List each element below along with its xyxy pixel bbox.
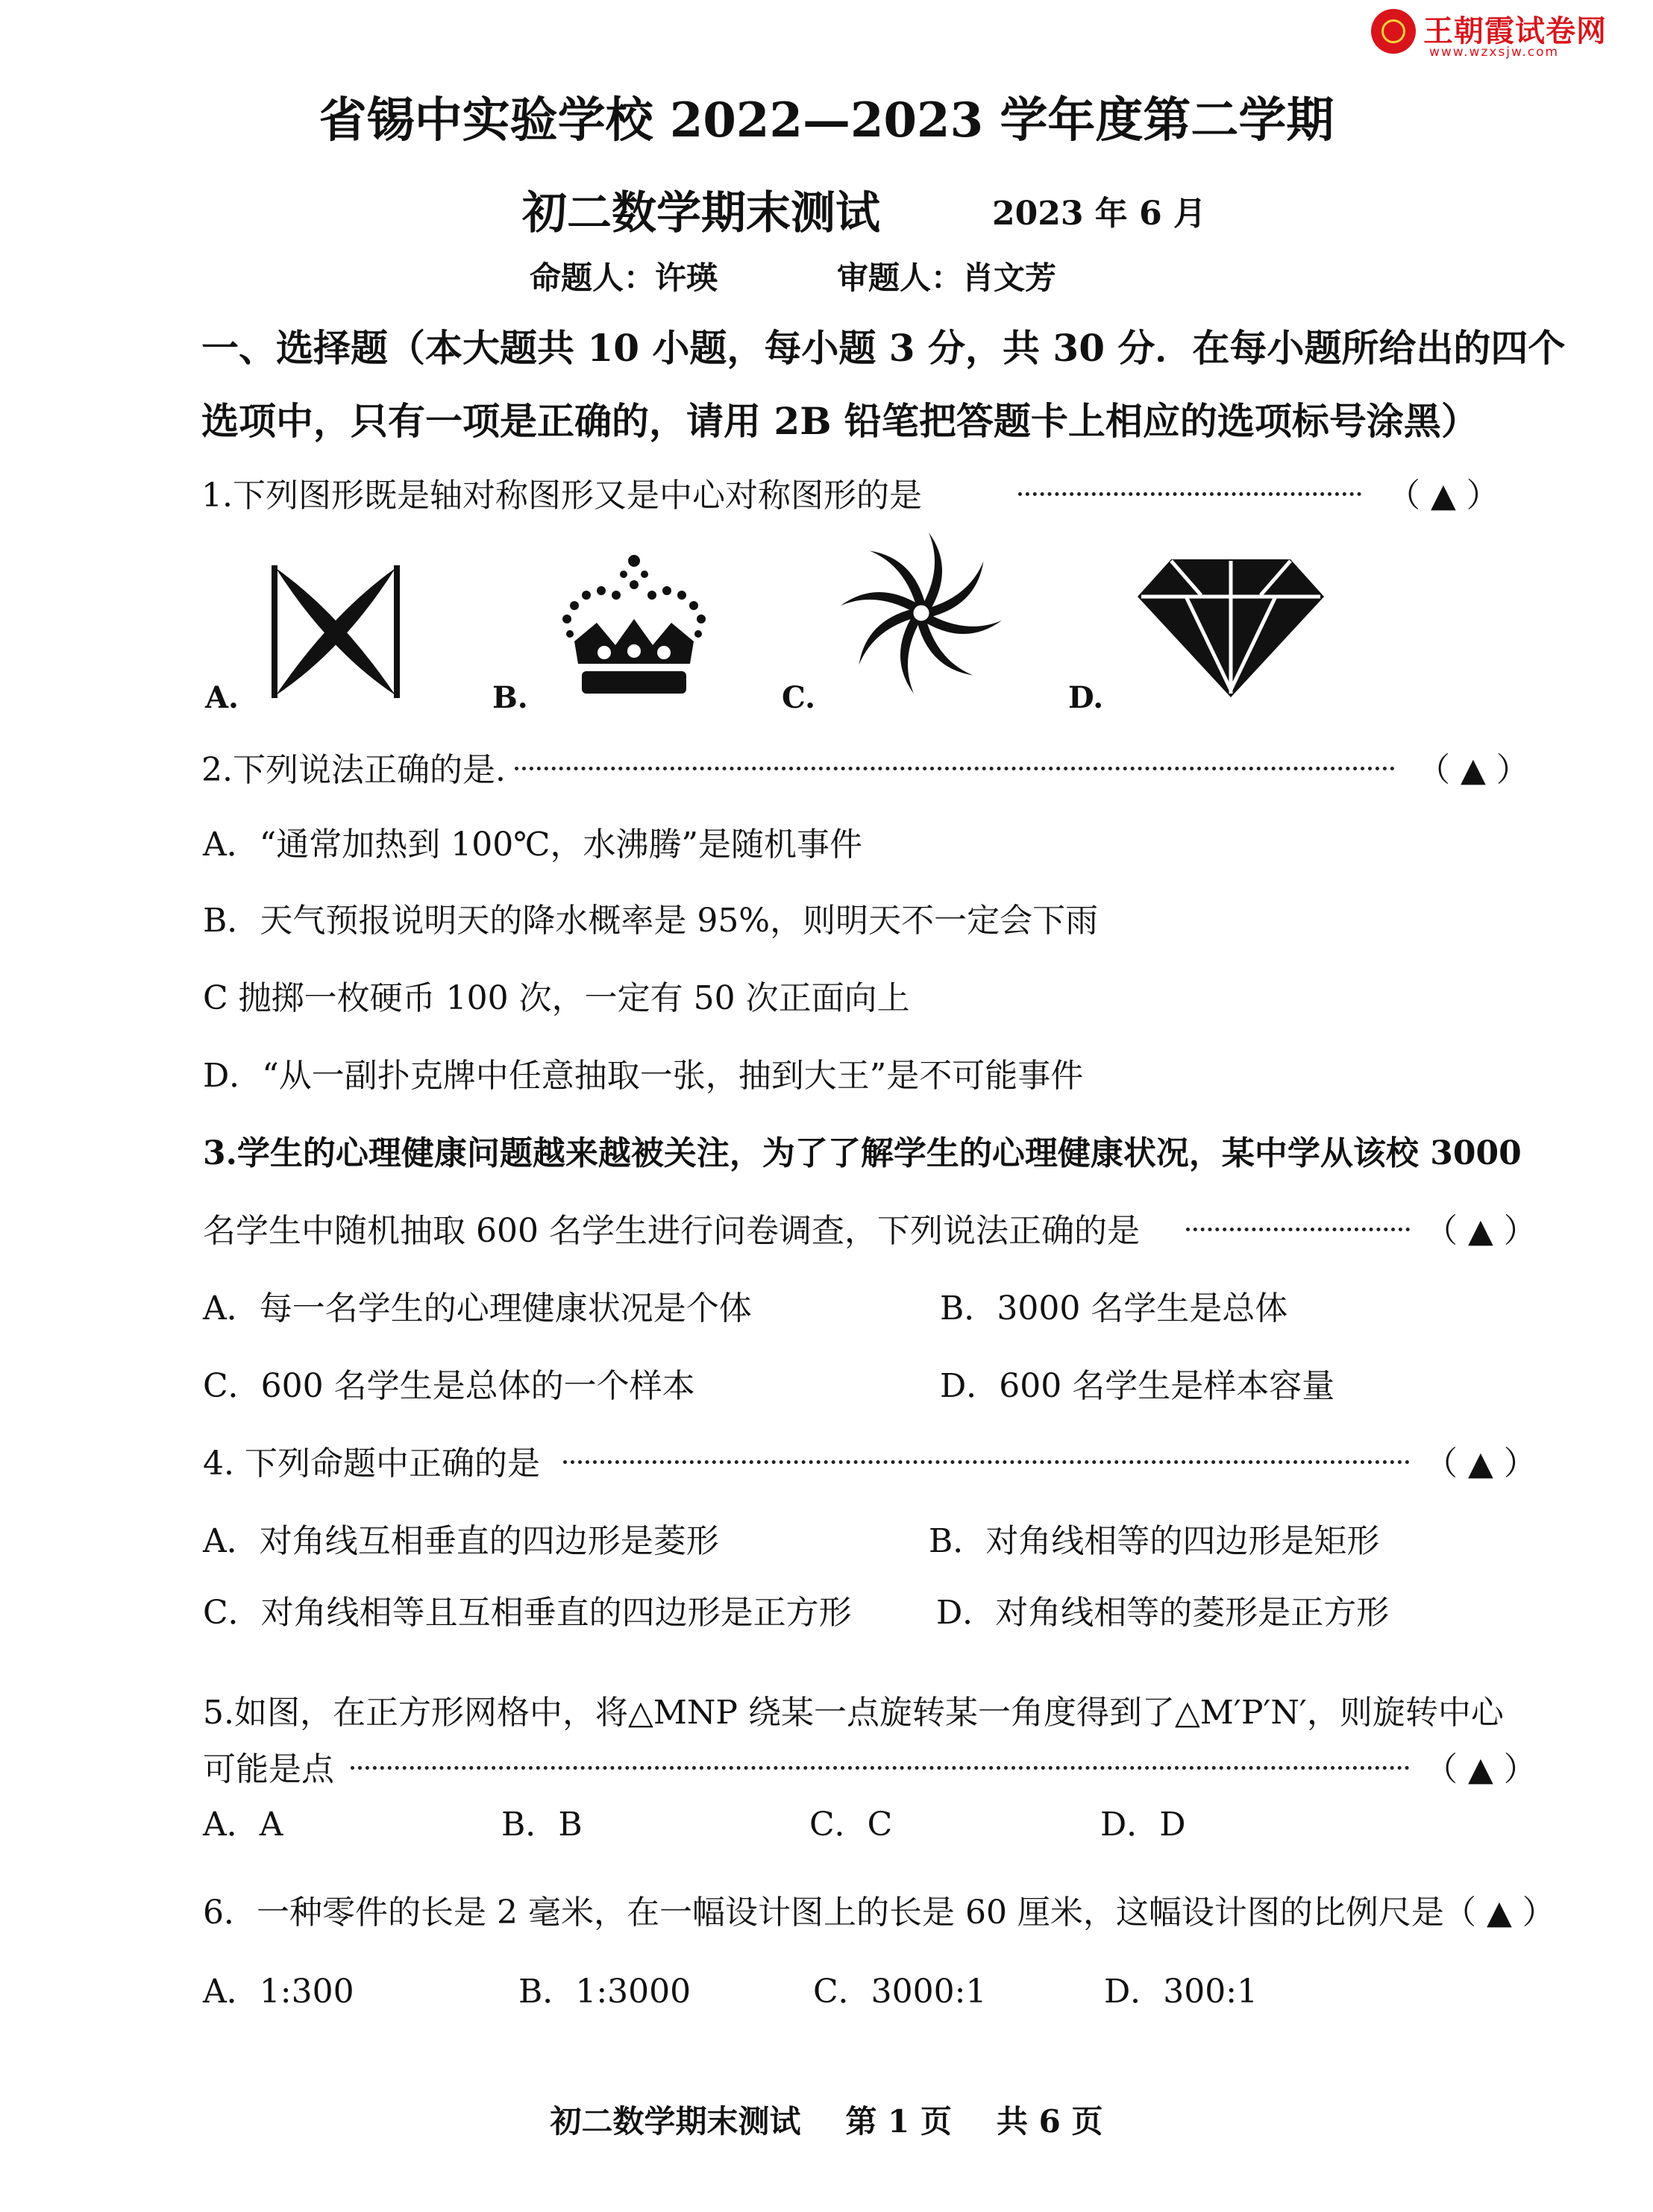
q1-option-c: C. bbox=[782, 680, 816, 715]
author: 命题人：许瑛 bbox=[530, 260, 718, 296]
footer-page-number: 第 1 页 bbox=[845, 2103, 952, 2140]
q1-figure-b-crown bbox=[552, 552, 716, 701]
reviewer: 审题人：肖文芳 bbox=[837, 260, 1057, 296]
footer-total-pages: 共 6 页 bbox=[997, 2103, 1103, 2140]
q3-stem-line1: 3.学生的心理健康问题越来越被关注，为了了解学生的心理健康状况，某中学从该校 3000 bbox=[203, 1134, 1522, 1172]
leader-dots bbox=[515, 767, 1395, 770]
leader-dots bbox=[1186, 1228, 1410, 1231]
q6-option-c: C．3000:1 bbox=[813, 1973, 987, 2011]
answer-mark: （ ▲ ） bbox=[1443, 1894, 1555, 1932]
footer-exam-name: 初二数学期末测试 bbox=[550, 2103, 801, 2140]
q5-option-d: D．D bbox=[1100, 1806, 1186, 1844]
q3-option-d: D．600 名学生是样本容量 bbox=[940, 1367, 1335, 1405]
q1-figure-c-pinwheel bbox=[828, 531, 1014, 695]
site-logo bbox=[1371, 6, 1625, 58]
logo-emblem-icon bbox=[1371, 9, 1416, 54]
q4-option-b: B．对角线相等的四边形是矩形 bbox=[929, 1522, 1380, 1560]
q1-figure-d-diamond bbox=[1134, 552, 1328, 701]
leader-dots bbox=[563, 1460, 1410, 1464]
q3-option-c: C．600 名学生是总体的一个样本 bbox=[203, 1367, 695, 1405]
q4-option-d: D．对角线相等的菱形是正方形 bbox=[936, 1594, 1390, 1632]
q2-option-d: D．“从一副扑克牌中任意抽取一张，抽到大王”是不可能事件 bbox=[203, 1057, 1084, 1095]
q2-option-b: B．天气预报说明天的降水概率是 95%，则明天不一定会下雨 bbox=[203, 902, 1099, 940]
answer-mark: （ ▲ ） bbox=[1417, 751, 1529, 789]
q2-option-a: A．“通常加热到 100℃，水沸腾”是随机事件 bbox=[203, 826, 862, 864]
section-heading: 一、选择题（本大题共 10 小题，每小题 3 分，共 30 分．在每小题所给出的四个选项中，只有一项是正确的，请用 2B 铅笔把答题卡上相应的选项标号涂黑） bbox=[201, 326, 1566, 443]
q5-option-b: B．B bbox=[501, 1806, 583, 1844]
q6-option-b: B．1:3000 bbox=[518, 1973, 691, 2011]
q1-option-a: A. bbox=[205, 680, 239, 715]
q2-option-c: C 抛掷一枚硬币 100 次，一定有 50 次正面向上 bbox=[203, 979, 910, 1017]
q3-stem-line2: 名学生中随机抽取 600 名学生进行问卷调查，下列说法正确的是 bbox=[203, 1212, 1140, 1250]
q5-stem-line1: 5.如图，在正方形网格中，将△MNP 绕某一点旋转某一角度得到了△M′P′N′，则旋转中心 bbox=[203, 1694, 1504, 1732]
q6-option-d: D．300:1 bbox=[1104, 1973, 1258, 2011]
q5-option-c: C．C bbox=[809, 1806, 893, 1844]
answer-mark: （ ▲ ） bbox=[1425, 1212, 1537, 1250]
q6-stem: 6．一种零件的长是 2 毫米，在一幅设计图上的长是 60 厘米，这幅设计图的比例尺是 bbox=[203, 1894, 1444, 1932]
logo-url: www.wzxsjw.com bbox=[1429, 45, 1560, 60]
exam-authors bbox=[530, 254, 1176, 298]
q5-stem-line2: 可能是点 bbox=[203, 1750, 334, 1788]
q3-option-b: B．3000 名学生是总体 bbox=[940, 1289, 1288, 1327]
q5-option-a: A．A bbox=[203, 1806, 283, 1844]
answer-mark: （ ▲ ） bbox=[1425, 1445, 1537, 1483]
q3-option-a: A．每一名学生的心理健康状况是个体 bbox=[203, 1289, 752, 1327]
answer-mark: （ ▲ ） bbox=[1425, 1750, 1537, 1788]
leader-dots bbox=[351, 1766, 1410, 1770]
q1-option-d: D. bbox=[1068, 680, 1104, 715]
exam-subtitle: 初二数学期末测试 bbox=[522, 187, 880, 239]
q4-stem: 4. 下列命题中正确的是 bbox=[203, 1445, 540, 1483]
q4-option-a: A．对角线互相垂直的四边形是菱形 bbox=[203, 1522, 719, 1560]
q4-option-c: C．对角线相等且互相垂直的四边形是正方形 bbox=[203, 1594, 852, 1632]
exam-title: 省锡中实验学校 2022—2023 学年度第二学期 bbox=[319, 92, 1334, 148]
q1-stem: 1.下列图形既是轴对称图形又是中心对称图形的是 bbox=[201, 477, 922, 515]
exam-date: 2023 年 6 月 bbox=[992, 195, 1207, 233]
leader-dots bbox=[1018, 492, 1361, 496]
q1-option-b: B. bbox=[492, 680, 528, 715]
q1-figure-a bbox=[269, 561, 403, 703]
answer-mark: （ ▲ ） bbox=[1387, 477, 1499, 515]
logo-name: 王朝霞试卷网 bbox=[1423, 14, 1607, 48]
q6-option-a: A．1:300 bbox=[203, 1973, 354, 2011]
page-footer bbox=[0, 2097, 1653, 2142]
q2-stem: 2.下列说法正确的是. bbox=[201, 751, 506, 789]
